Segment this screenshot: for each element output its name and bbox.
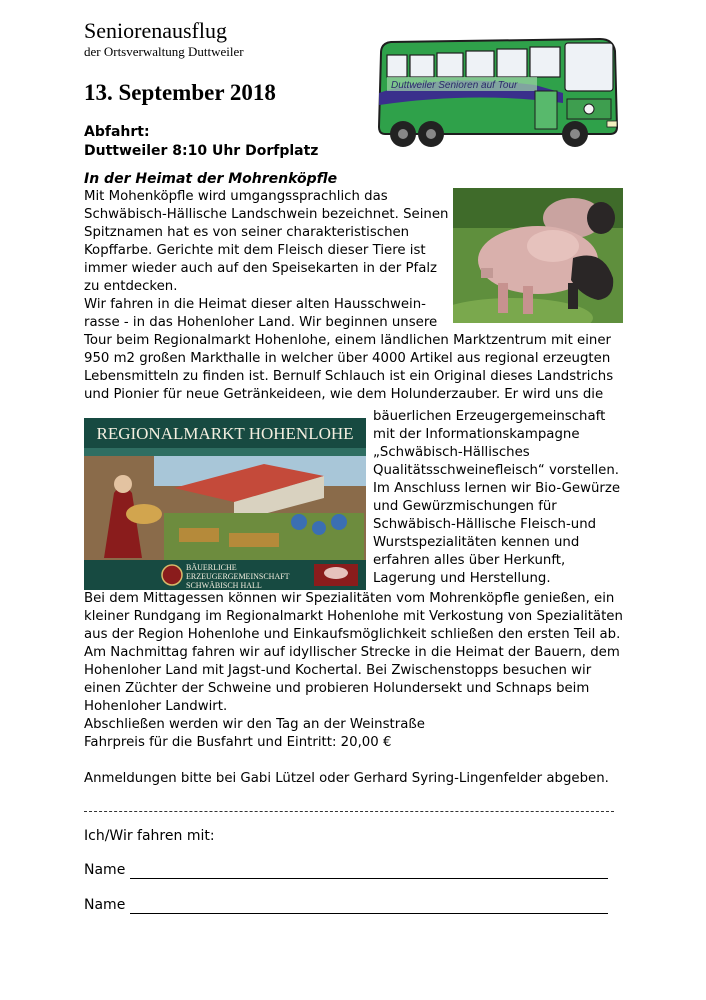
right-line: Schwäbisch-Hällische Fleisch-und [373,517,597,532]
pig-photo [453,188,623,323]
right-line: Wurstspezialitäten kennen und [373,535,580,550]
cut-line [84,811,614,812]
article-line: Mit Mohenköpfle wird umgangssprachlich das [84,189,388,204]
right-line: Lagerung und Herstellung. [373,571,551,586]
bottom-line: Hohenloher Landwirt. [84,699,228,714]
price-line: Fahrpreis für die Busfahrt und Eintritt: 20,00 € [84,735,392,750]
article-line: Wir fahren in die Heimat dieser alten Hausschwein- [84,297,426,312]
regional-footer-line2: ERZEUGERGEMEINSCHAFT [186,572,290,581]
bottom-line: Hohenloher Land mit Jagst-und Kochertal. Bei Zwischenstopps besuchen wir [84,663,592,678]
right-line: Qualitätsschweinefleisch“ vorstellen. [373,463,620,478]
bottom-line: Bei dem Mittagessen können wir Spezialitäten vom Mohrenköpfle genießen, ein [84,591,615,606]
form-intro: Ich/Wir fahren mit: [84,828,215,844]
right-line: „Schwäbisch-Hällisches [373,445,530,460]
regional-footer-line1: BÄUERLICHE [186,563,237,572]
right-line: bäuerlichen Erzeugergemeinschaft [373,409,606,424]
article-line: immer wieder auch auf den Speisekarten in der Pfalz [84,261,438,276]
bottom-line: Abschließen werden wir den Tag an der Weinstraße [84,717,425,732]
article-line: Tour beim Regionalmarkt Hohenlohe, einem ländlichen Marktzentrum mit einer [84,333,611,348]
article-heading: In der Heimat der Mohrenköpfle [84,171,338,187]
name-field-1[interactable] [130,878,608,879]
article-line: Schwäbisch-Hällische Landschwein bezeichnet. Seinen [84,207,449,222]
bottom-line: aus der Region Hohenlohe und Einkaufsmöglichkeit schließen den ersten Teil ab. [84,627,621,642]
regionalmarkt-image [84,418,366,590]
regional-title: REGIONALMARKT HOHENLOHE [96,424,354,443]
article-line: 950 m2 großen Markthalle in welcher über 4000 Artikel aus regional erzeugten [84,351,611,366]
bus-illustration [375,33,620,151]
article-line: Spitznamen hat es von seiner charakteristischen [84,225,410,240]
article-line: und Pionier für neue Getränkeideen, wie dem Holunderzauber. Er wird uns die [84,387,604,402]
article-line: rasse - in das Hohenloher Land. Wir beginnen unsere [84,315,438,330]
page-title: Seniorenausflug [84,18,227,43]
name-label-1: Name [84,862,126,878]
right-line: erfahren alles über Herkunft, [373,553,566,568]
bottom-line: kleiner Rundgang im Regionalmarkt Hohenlohe mit Verkostung von Spezialitäten [84,609,623,624]
right-line: und Gewürzmischungen für [373,499,557,514]
bottom-line: Am Nachmittag fahren wir auf idyllischer Strecke in die Heimat der Bauern, dem [84,645,620,660]
departure-detail: Duttweiler 8:10 Uhr Dorfplatz [84,143,319,159]
departure-block [84,123,318,161]
article-line: zu entdecken. [84,279,178,294]
right-line: Im Anschluss lernen wir Bio-Gewürze [373,481,621,496]
right-line: mit der Informationskampagne [373,427,580,442]
trip-date: 13. September 2018 [84,80,276,105]
regional-footer-line3: SCHWÄBISCH HALL [186,581,262,590]
bottom-line: einen Züchter der Schweine und probieren Holundersekt und Schnaps beim [84,681,590,696]
departure-label: Abfahrt: [84,124,150,140]
registration-line: Anmeldungen bitte bei Gabi Lützel oder Gerhard Syring-Lingenfelder abgeben. [84,771,609,786]
article-line: Kopffarbe. Gerichte mit dem Fleisch dieser Tiere ist [84,243,426,258]
article-line: Lebensmitteln zu finden ist. Bernulf Schlauch ist ein Original dieses Landstrichs [84,369,614,384]
name-label-2: Name [84,897,126,913]
name-field-2[interactable] [130,913,608,914]
page-subtitle: der Ortsverwaltung Duttweiler [84,44,244,59]
bus-banner-text: Duttweiler Senioren auf Tour [391,80,518,91]
